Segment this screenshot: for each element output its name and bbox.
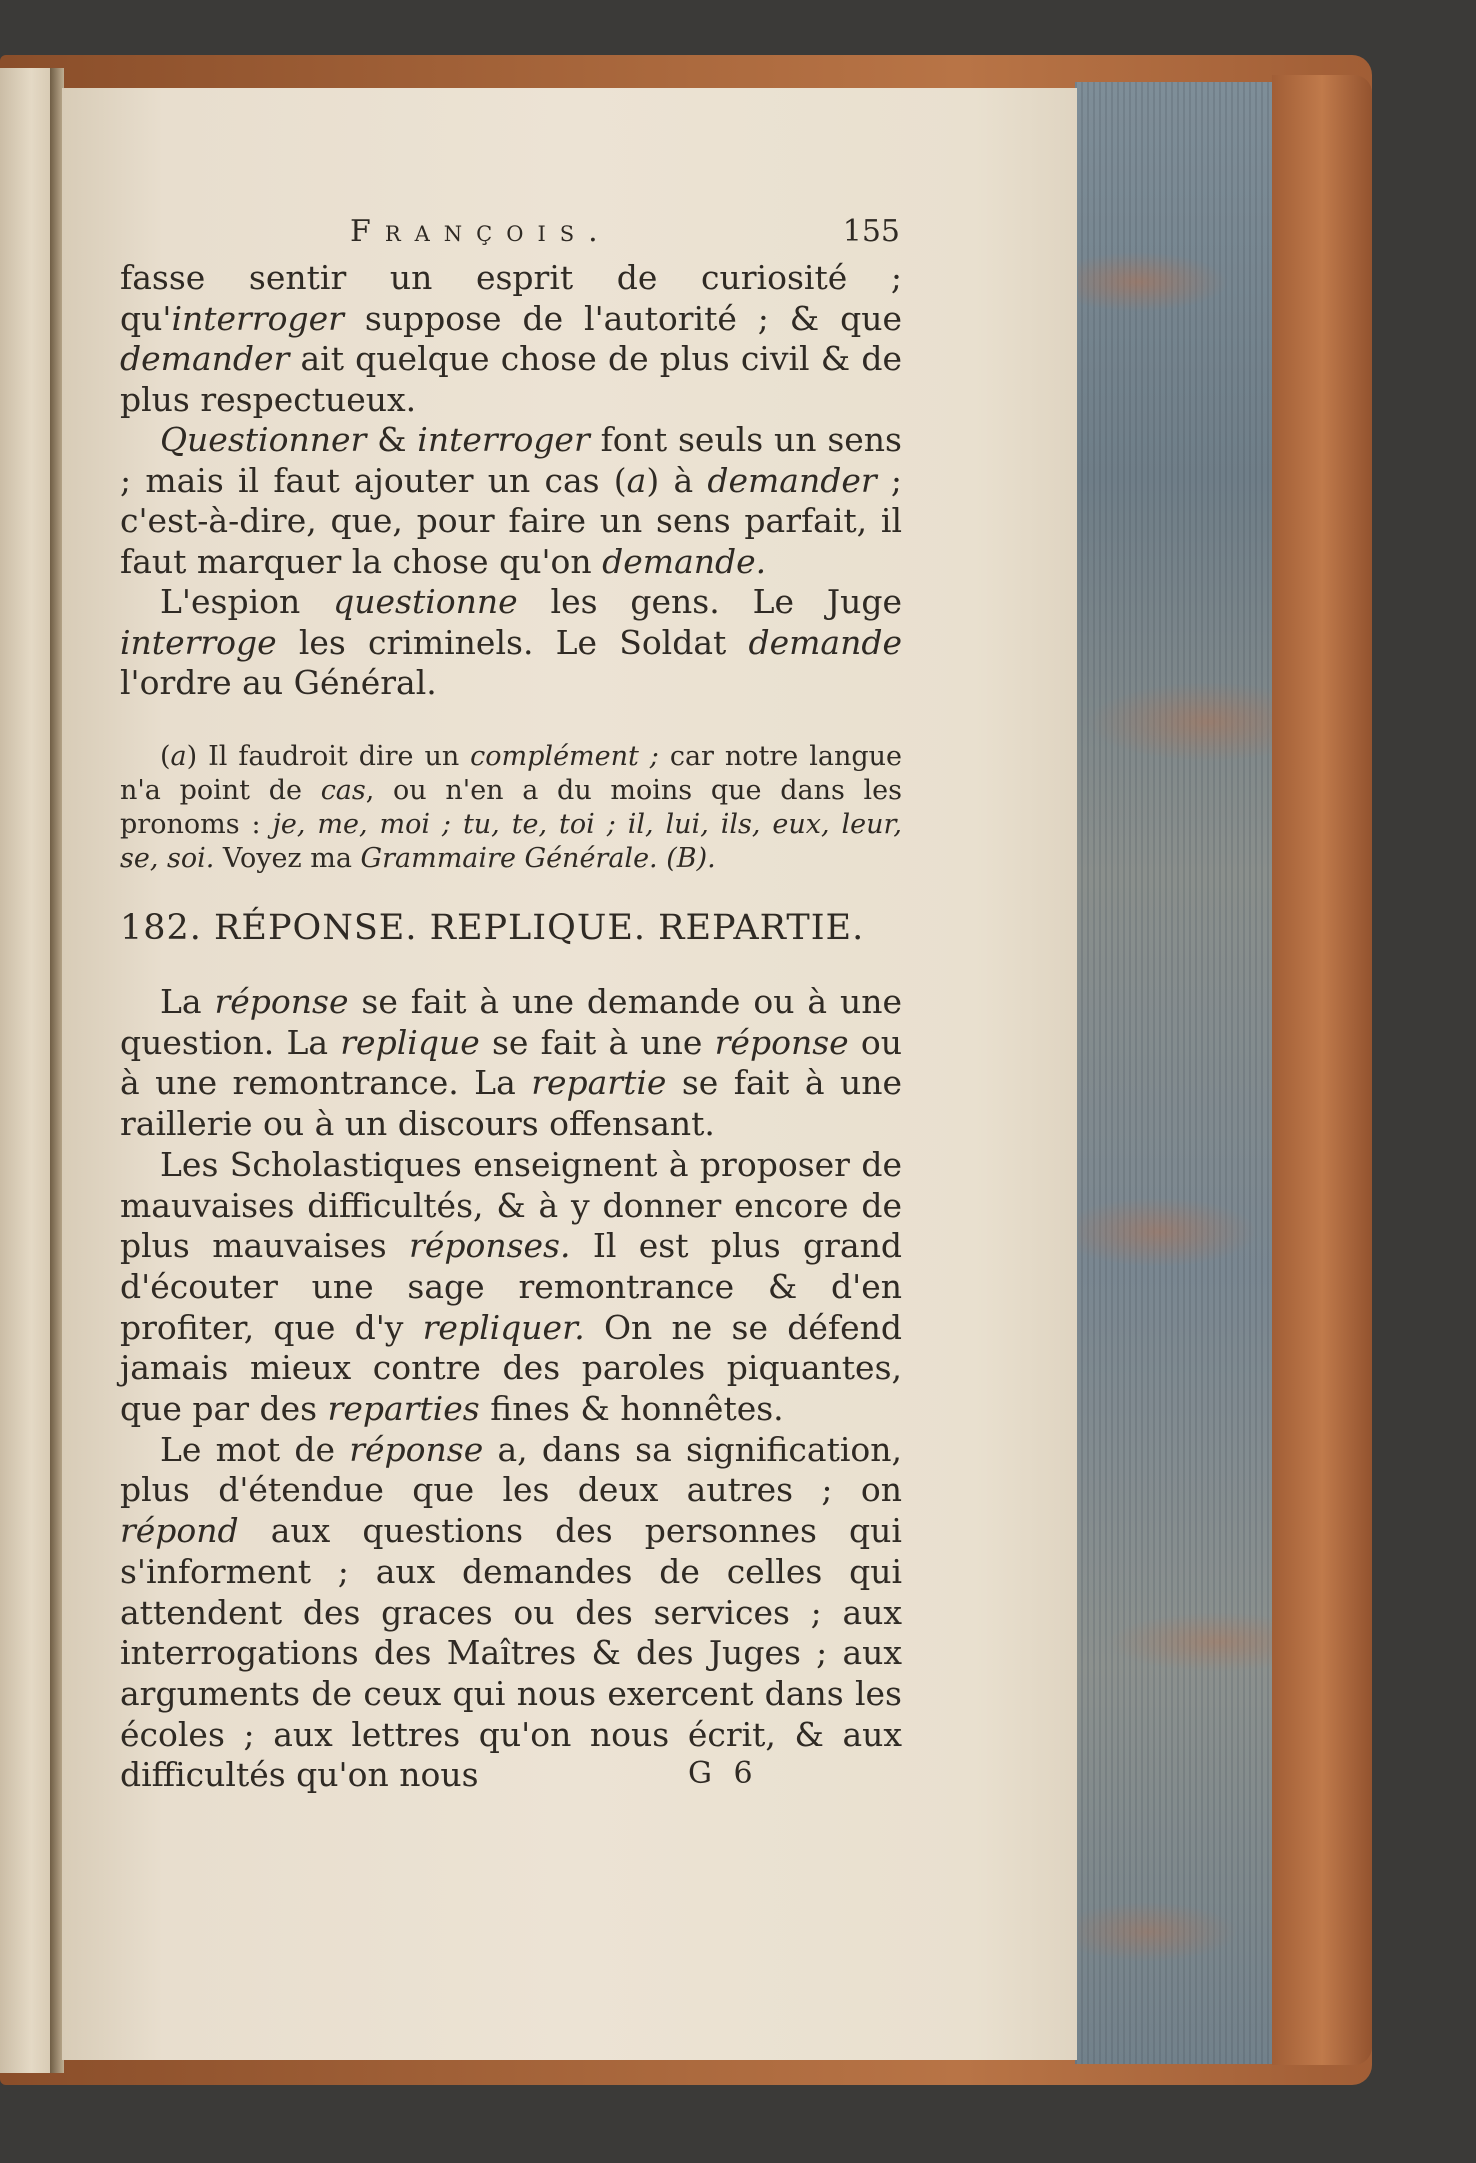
section-heading: 182. RÉPONSE. REPLIQUE. REPARTIE. <box>120 908 865 948</box>
italic-run: Questionner <box>160 420 367 459</box>
running-title: François. <box>350 214 612 249</box>
page-header <box>120 214 900 254</box>
text-run: On ne se défend jamais mieux contre des paroles piquantes, que par des <box>120 1307 902 1429</box>
text-run: , ou n'en a du moins que dans les pronoms : <box>120 775 902 840</box>
text-run: La <box>160 982 215 1021</box>
text-run: se fait à une raillerie ou à un discours offensant. <box>120 1063 902 1144</box>
text-run: les gens. Le Juge <box>517 582 902 621</box>
text-run: se fait à une demande ou à une question. La <box>120 982 903 1062</box>
text-run: font seuls un sens ; mais il faut ajouter un cas ( <box>120 420 902 500</box>
page-number: 155 <box>842 214 900 249</box>
text-run: se fait à une <box>479 1022 715 1062</box>
italic-run: je, me, moi ; tu, te, toi ; il, lui, ils, eux, leur, se, soi. <box>120 809 902 874</box>
italic-run: répond <box>120 1511 239 1551</box>
text-run: Les Scholastiques enseignent à proposer de mauvaises difficultés, & à y donner encore de plus mauvaises <box>120 1144 902 1266</box>
italic-run: reparties <box>327 1389 480 1429</box>
text-run: suppose de l'autorité ; & que <box>343 298 902 338</box>
italic-run: repartie <box>531 1063 667 1103</box>
left-page-edge <box>0 68 54 2073</box>
italic-run: demander <box>707 460 877 500</box>
text-run: L'espion <box>160 582 334 621</box>
text-run: Le mot de <box>160 1429 350 1469</box>
signature-mark: G 6 <box>688 1756 759 1791</box>
italic-run: cas <box>320 775 366 806</box>
text-run: car notre langue n'a point de <box>120 741 902 806</box>
paragraph <box>120 1145 902 1430</box>
marbled-edge-pattern <box>1078 82 1273 2064</box>
text-run: aux questions des personnes qui s'informent ; aux demandes de celles qui attendent des graces ou des services ; aux interrogations des Maîtres & des Juges ; aux arguments de ceux qui nous exercent dans les écoles ; aux lettres qu'on nous écrit, & aux difficultés qu'on nous <box>120 1511 902 1795</box>
italic-run: demande. <box>602 541 767 581</box>
text-run: ait quelque chose de plus civil & de plus respectueux. <box>120 339 902 419</box>
text-run: ) à <box>646 460 708 500</box>
italic-run: interroger <box>417 420 590 459</box>
text-block-2 <box>120 982 902 1796</box>
paragraph <box>120 982 902 1145</box>
paragraph <box>120 258 902 420</box>
italic-run: réponse <box>714 1022 849 1062</box>
paragraph <box>120 582 902 704</box>
italic-run: complément ; <box>470 741 659 772</box>
italic-run: interroge <box>120 622 277 662</box>
italic-run: questionne <box>333 582 518 621</box>
italic-run: demande <box>748 622 902 662</box>
text-run: ou à une remontrance. La <box>120 1022 902 1103</box>
italic-run: Grammaire Générale. (B). <box>360 843 716 874</box>
italic-run: réponse <box>349 1429 484 1469</box>
text-run: l'ordre au Général. <box>120 663 437 702</box>
text-run: ) Il faudroit dire un <box>186 741 471 772</box>
text-run: Voyez ma <box>214 843 361 874</box>
italic-run: demander <box>120 339 290 378</box>
italic-run: réponse <box>214 982 349 1021</box>
text-run: ( <box>160 741 171 772</box>
paragraph <box>120 1430 902 1796</box>
text-block-1 <box>120 258 902 704</box>
text-run: les criminels. Le Soldat <box>276 622 749 662</box>
italic-run: replique <box>340 1022 480 1062</box>
text-run: Il est plus grand d'écouter une sage remontrance & d'en profiter, que d'y <box>120 1226 902 1347</box>
italic-run: interroger <box>171 298 344 338</box>
italic-run: a <box>170 741 187 772</box>
cover-fore-edge <box>1272 75 1372 2065</box>
text-run: ; c'est-à-dire, que, pour faire un sens parfait, il faut marquer la chose qu'on <box>120 460 902 581</box>
italic-run: repliquer. <box>422 1307 585 1347</box>
paragraph <box>120 420 902 582</box>
footnote <box>120 740 902 876</box>
italic-run: a <box>626 460 647 500</box>
italic-run: réponses. <box>409 1226 571 1266</box>
text-run: fasse sentir un esprit de curiosité ; qu' <box>120 258 902 338</box>
text-run: & <box>366 420 418 459</box>
text-run: a, dans sa signification, plus d'étendue que les deux autres ; on <box>120 1429 902 1510</box>
text-run: fines & honnêtes. <box>479 1389 784 1429</box>
